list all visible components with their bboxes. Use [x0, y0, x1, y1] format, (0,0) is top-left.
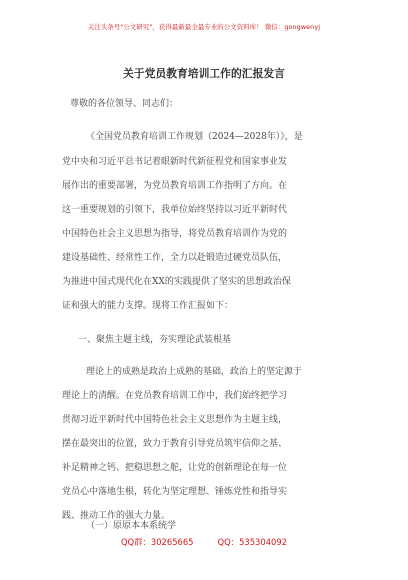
body-line: 党员心中落地生根，转化为坚定理想、锤炼党性和指导实: [62, 487, 288, 497]
body-line: 摆在最突出的位置，致力于教育引导党员筑牢信仰之基、: [62, 439, 288, 449]
qq-number: QQ：535304092: [217, 537, 288, 547]
body-line: 补足精神之钙、把稳思想之舵，让党的创新理论在每一位: [62, 463, 288, 473]
section-heading: 一、聚焦主题主线，夯实理论武装根基: [78, 335, 232, 345]
body-line: 理论上的清醒。在党员教育培训工作中，我们始终把学习: [62, 391, 288, 401]
document-title: 关于党员教育培训工作的汇报发言: [123, 67, 285, 80]
body-line: 中国特色社会主义思想为指导，将党员教育培训作为党的: [62, 229, 288, 239]
body-line: 展作出的重要部署，为党员教育培训工作指明了方向。在: [62, 181, 288, 191]
body-line: 为推进中国式现代化在XX的实践提供了坚实的思想政治保: [62, 277, 291, 287]
body-line: 这一重要规划的引领下，我单位始终坚持以习近平新时代: [62, 205, 288, 215]
salutation: 尊敬的各位领导、同志们：: [70, 99, 179, 109]
body-line: 践、推动工作的强大力量。: [62, 511, 171, 521]
body-line: 理论上的成熟是政治上成熟的基础，政治上的坚定源于: [86, 367, 303, 377]
subsection-heading: （一）原原本本系统学: [86, 521, 177, 531]
body-line: 证和强大的能力支撑。现将工作汇报如下：: [62, 301, 234, 311]
qq-group: QQ群：30265665: [120, 537, 194, 547]
body-line: 党中央和习近平总书记着眼新时代新征程党和国家事业发: [62, 157, 288, 167]
footer-contact: [0, 536, 408, 548]
body-line: 建设基础性、经常性工作，全力以赴锻造过硬党员队伍，: [62, 253, 288, 263]
body-line: 贯彻习近平新时代中国特色社会主义思想作为主题主线，: [62, 415, 288, 425]
top-banner: 关注头条号"公文研究"，获得最新最全最专业的公文资料库！ 微信：gongwenyj: [87, 23, 321, 31]
body-line: 《全国党员教育培训工作规划（2024—2028年）》，是: [86, 132, 303, 142]
